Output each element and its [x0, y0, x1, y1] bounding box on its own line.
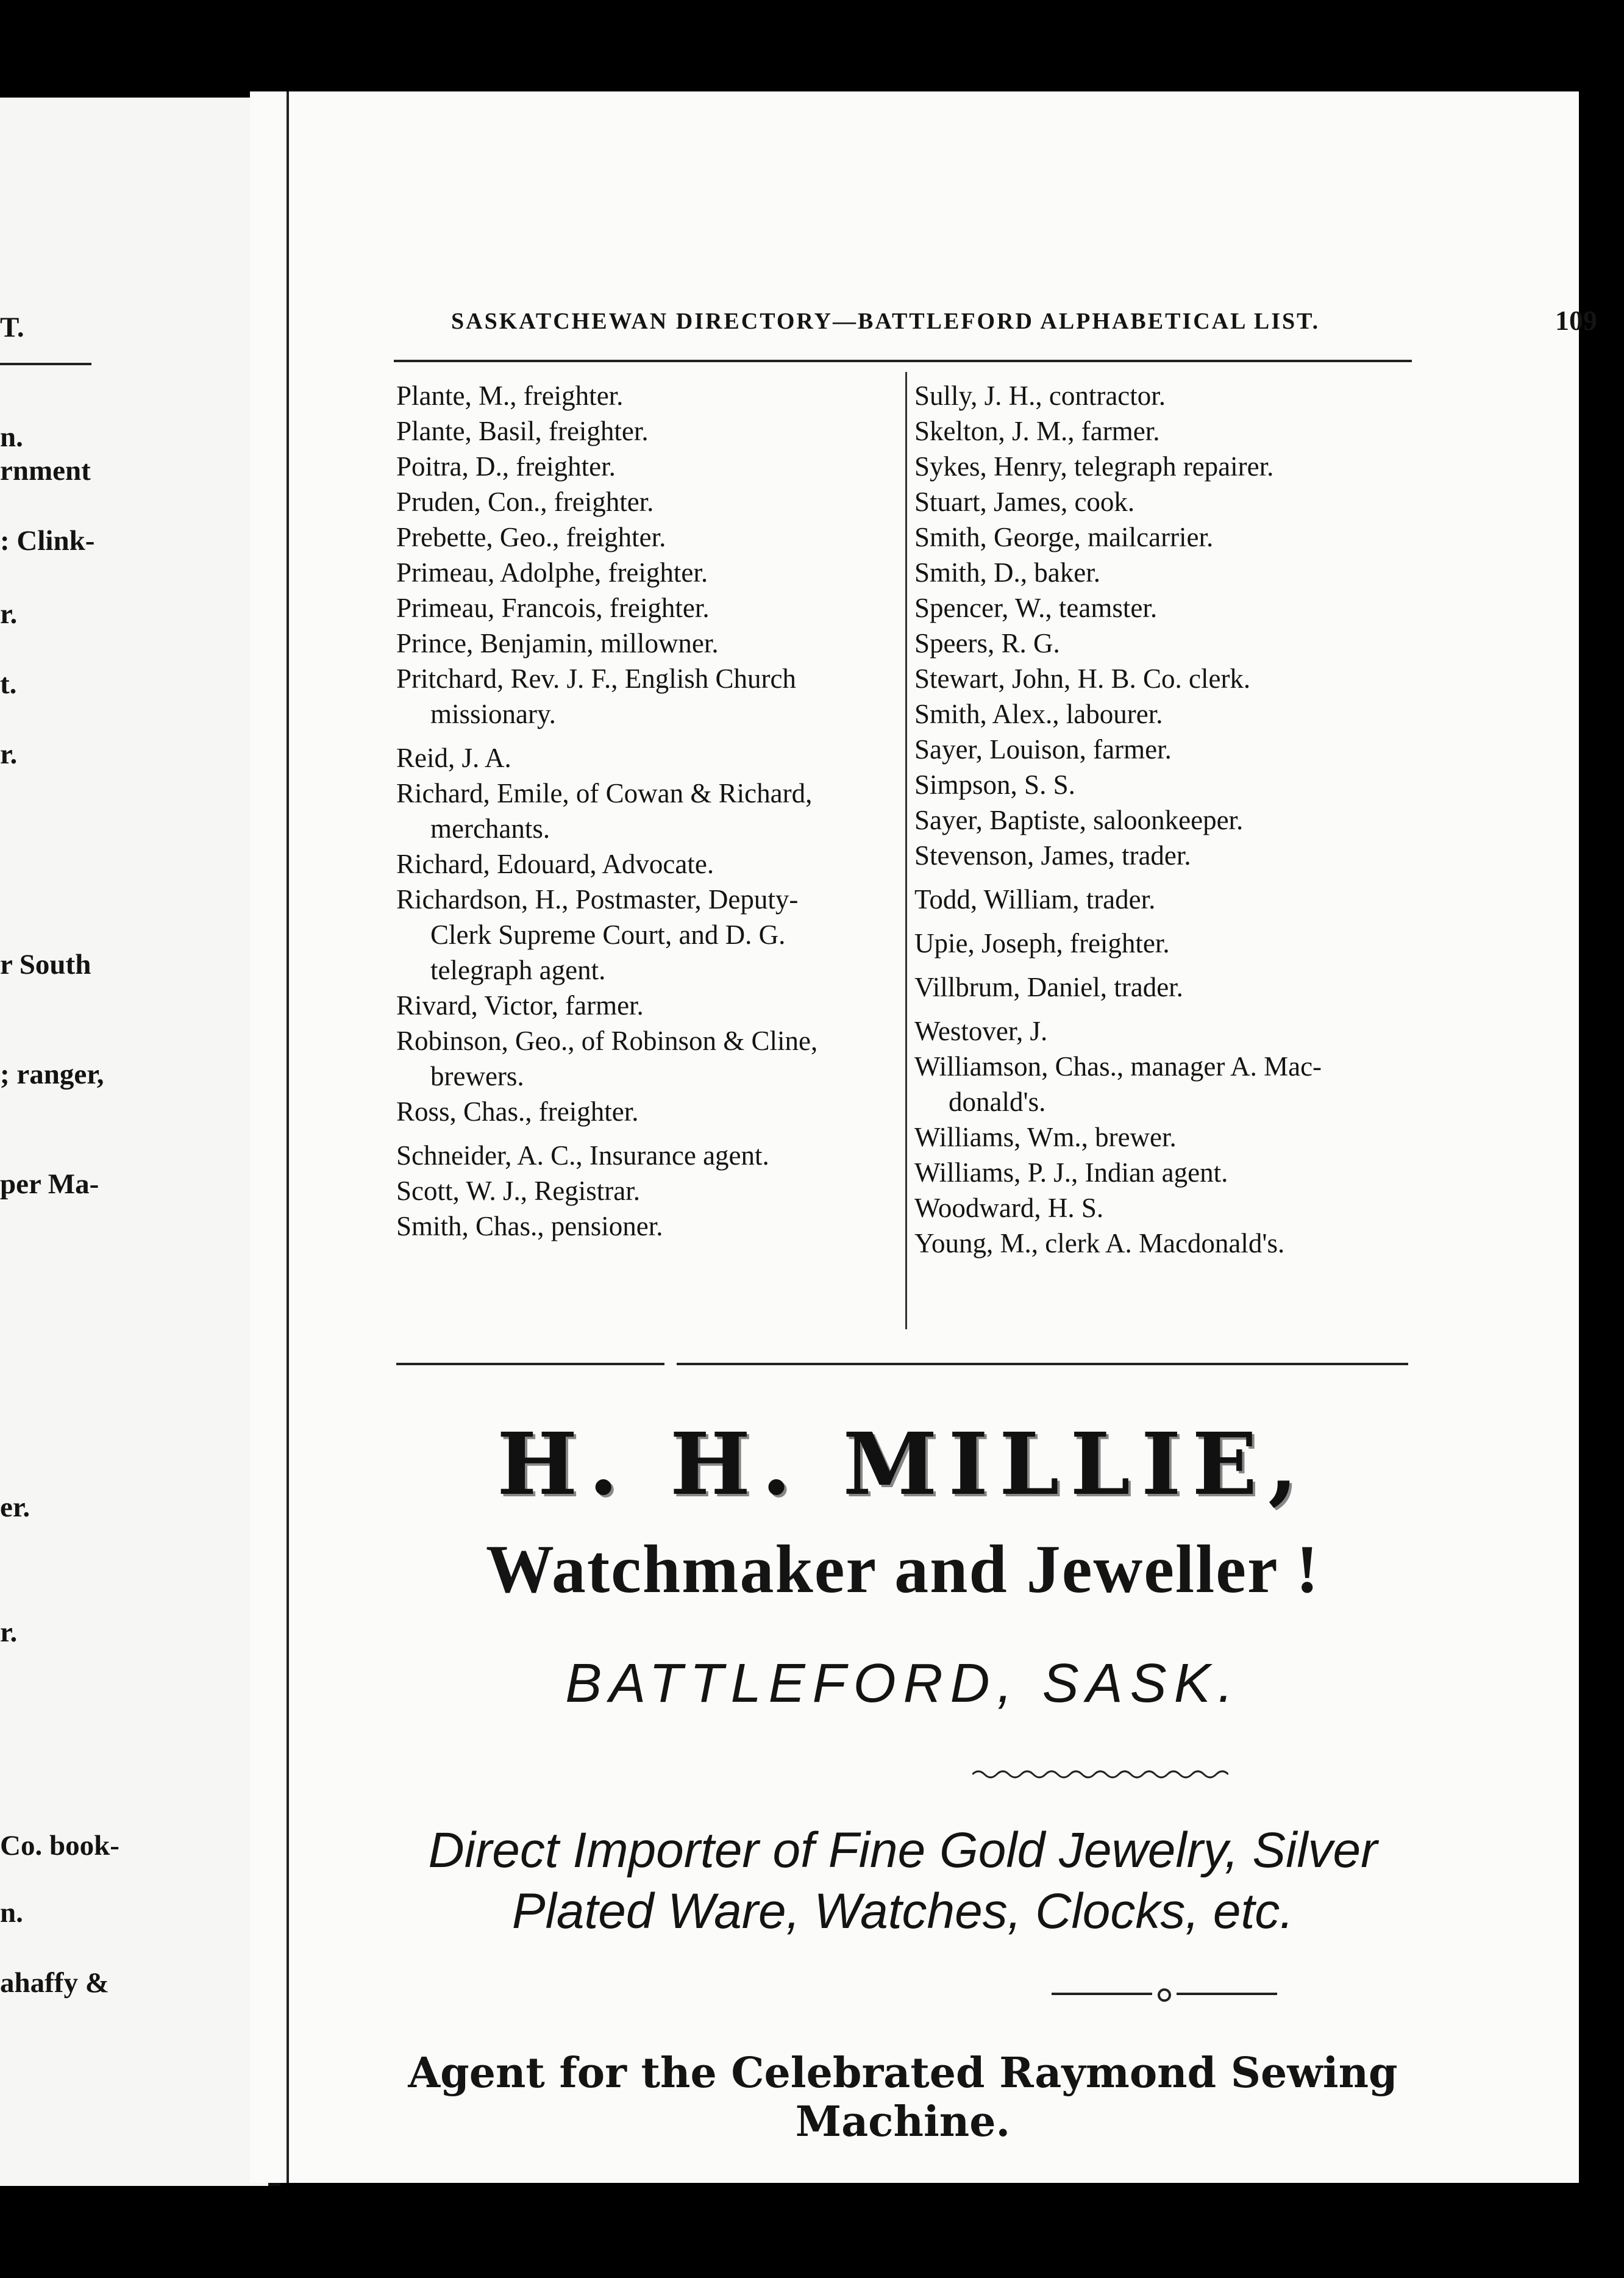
directory-entry: Pruden, Con., freighter. [396, 487, 654, 517]
previous-page-fragment: er. [0, 1491, 30, 1523]
directory-entry: Williams, P. J., Indian agent. [914, 1157, 1228, 1188]
entry-spacer [914, 873, 1433, 882]
directory-entry: Smith, Alex., labourer. [914, 699, 1163, 729]
directory-entry: Westover, J. [914, 1016, 1048, 1046]
previous-page-fragment: : Clink- [0, 525, 95, 557]
directory-entry: Richard, Edouard, Advocate. [396, 849, 714, 879]
directory-entry: Scott, W. J., Registrar. [396, 1176, 641, 1206]
entry-spacer [396, 1129, 902, 1138]
directory-entry-continuation: Clerk Supreme Court, and D. G. [430, 919, 786, 950]
column-divider [905, 372, 907, 1329]
directory-entry: Ross, Chas., freighter. [396, 1096, 639, 1127]
directory-entry: Smith, George, mailcarrier. [914, 522, 1214, 552]
entry-spacer [914, 961, 1433, 969]
previous-page-fragment: n. [0, 421, 23, 453]
directory-entry: Stevenson, James, trader. [914, 840, 1191, 871]
ad-trade: Watchmaker and Jeweller ! [486, 1532, 1320, 1607]
directory-entry: Todd, William, trader. [914, 884, 1156, 915]
previous-page-fragment: r South [0, 949, 91, 980]
page-number: 109 [1555, 305, 1597, 336]
directory-entry: Rivard, Victor, farmer. [396, 990, 644, 1021]
section-rule [396, 1363, 664, 1365]
previous-page-fragment: per Ma- [0, 1168, 99, 1200]
ad-agent-line: Agent for the Celebrated Raymond Sewing Machine. [408, 2049, 1398, 2146]
directory-entry: Primeau, Adolphe, freighter. [396, 557, 708, 588]
directory-entry: Williamson, Chas., manager A. Mac- [914, 1051, 1322, 1082]
previous-page-fragment: t. [0, 668, 17, 700]
entry-spacer [914, 917, 1433, 926]
directory-entry-continuation: merchants. [430, 813, 550, 844]
directory-entry: Richardson, H., Postmaster, Deputy- [396, 884, 799, 915]
directory-entry: Smith, Chas., pensioner. [396, 1211, 663, 1241]
previous-page-rule [0, 363, 91, 365]
page-margin-rule [287, 91, 289, 2183]
directory-entry: Spencer, W., teamster. [914, 593, 1158, 623]
running-header [451, 305, 1609, 336]
directory-entry: Sully, J. H., contractor. [914, 380, 1166, 411]
directory-entry: Woodward, H. S. [914, 1193, 1104, 1223]
entry-spacer [396, 732, 902, 740]
previous-page-fragment: Co. book- [0, 1830, 119, 1862]
directory-entry-continuation: missionary. [430, 699, 556, 729]
directory-entry: Poitra, D., freighter. [396, 451, 616, 482]
previous-page-fragment: ; ranger, [0, 1059, 104, 1090]
previous-page-fragment: r. [0, 598, 18, 630]
directory-column-right [914, 378, 1433, 1261]
directory-entry: Reid, J. A. [396, 743, 511, 773]
directory-entry: Richard, Emile, of Cowan & Richard, [396, 778, 813, 809]
directory-entry: Robinson, Geo., of Robinson & Cline, [396, 1026, 818, 1056]
ornamental-squiggle [972, 1767, 1228, 1782]
directory-entry: Plante, Basil, freighter. [396, 416, 649, 446]
running-title: SASKATCHEWAN DIRECTORY—BATTLEFORD ALPHABETICAL LIST. [451, 309, 1320, 334]
directory-entry: Simpson, S. S. [914, 769, 1075, 800]
directory-entry: Williams, Wm., brewer. [914, 1122, 1177, 1152]
directory-column-left [396, 378, 902, 1244]
previous-page-fragment: n. [0, 1897, 23, 1929]
ad-business-name: H. H. MILLIE, [497, 1415, 1309, 1515]
directory-entry: Villbrum, Daniel, trader. [914, 972, 1183, 1002]
directory-entry: Primeau, Francois, freighter. [396, 593, 710, 623]
directory-entry: Skelton, J. M., farmer. [914, 416, 1160, 446]
directory-entry: Young, M., clerk A. Macdonald's. [914, 1228, 1285, 1259]
directory-entry-continuation: brewers. [430, 1061, 524, 1091]
directory-entry-continuation: donald's. [949, 1087, 1046, 1117]
directory-entry: Sayer, Baptiste, saloonkeeper. [914, 805, 1244, 835]
directory-entry: Schneider, A. C., Insurance agent. [396, 1140, 769, 1171]
ad-importer-line: Plated Ware, Watches, Clocks, etc. [511, 1883, 1294, 1939]
ad-importer-line: Direct Importer of Fine Gold Jewelry, Silver [428, 1823, 1378, 1878]
previous-page-fragment: rnment [0, 455, 91, 487]
directory-page [250, 91, 1597, 2183]
previous-page-fragment: r. [0, 738, 18, 770]
directory-entry-continuation: telegraph agent. [430, 955, 606, 985]
previous-page-strip [0, 98, 268, 2186]
directory-entry: Pritchard, Rev. J. F., English Church [396, 663, 796, 694]
previous-page-fragment: T. [0, 312, 24, 343]
header-rule [394, 360, 1412, 362]
ad-location: BATTLEFORD, SASK. [565, 1653, 1241, 1714]
directory-entry: Sayer, Louison, farmer. [914, 734, 1172, 765]
directory-entry: Speers, R. G. [914, 628, 1060, 659]
directory-entry: Prince, Benjamin, millowner. [396, 628, 719, 659]
section-rule [677, 1363, 1408, 1365]
ornamental-divider [1052, 1980, 1277, 2005]
directory-entry: Prebette, Geo., freighter. [396, 522, 666, 552]
ad-importer-text [394, 1820, 1412, 1942]
previous-page-fragment: r. [0, 1616, 18, 1648]
directory-entry: Upie, Joseph, freighter. [914, 928, 1170, 959]
previous-page-fragment: ahaffy & [0, 1967, 109, 1999]
directory-entry: Stewart, John, H. B. Co. clerk. [914, 663, 1251, 694]
directory-entry: Plante, M., freighter. [396, 380, 624, 411]
entry-spacer [914, 1005, 1433, 1013]
directory-entry: Stuart, James, cook. [914, 487, 1135, 517]
directory-entry: Sykes, Henry, telegraph repairer. [914, 451, 1274, 482]
directory-entry: Smith, D., baker. [914, 557, 1100, 588]
